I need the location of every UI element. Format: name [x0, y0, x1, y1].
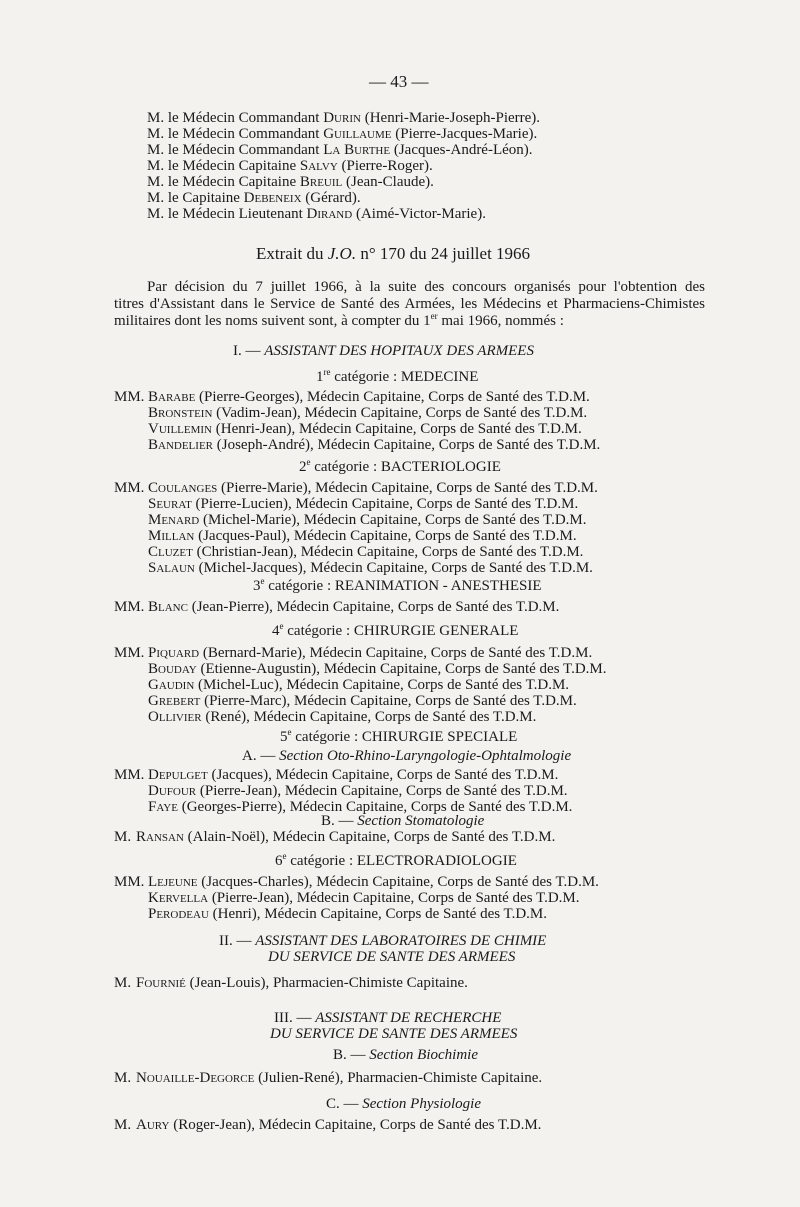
mm-label: MM.	[114, 599, 145, 615]
m-label: M.	[114, 829, 132, 845]
promotion-line: M. le Médecin Commandant La Burthe (Jacques-André-Léon).	[147, 142, 533, 158]
person-entry: Ransan (Alain-Noël), Médecin Capitaine, Corps de Santé des T.D.M.	[136, 829, 556, 845]
person-entry: Perodeau (Henri), Médecin Capitaine, Corps de Santé des T.D.M.	[148, 906, 548, 922]
person-entry: Lejeune (Jacques-Charles), Médecin Capitaine, Corps de Santé des T.D.M.	[148, 874, 599, 890]
m-label: M.	[114, 975, 132, 991]
person-entry: Faye (Georges-Pierre), Médecin Capitaine, Corps de Santé des T.D.M.	[148, 799, 573, 815]
page-number: — 43 —	[369, 72, 429, 91]
person-entry: Fournié (Jean-Louis), Pharmacien-Chimiste Capitaine.	[136, 975, 468, 991]
person-entry: Blanc (Jean-Pierre), Médecin Capitaine, Corps de Santé des T.D.M.	[148, 599, 560, 615]
section-heading: II. — ASSISTANT DES LABORATOIRES DE CHIMIE	[219, 933, 547, 949]
person-entry: Millan (Jacques-Paul), Médecin Capitaine, Corps de Santé des T.D.M.	[148, 528, 577, 544]
section-heading: I. — ASSISTANT DES HOPITAUX DES ARMEES	[233, 343, 534, 359]
m-label: M.	[114, 1117, 132, 1133]
section-heading-line-2: DU SERVICE DE SANTE DES ARMEES	[268, 949, 516, 965]
section-heading: III. — ASSISTANT DE RECHERCHE	[274, 1010, 502, 1026]
mm-label: MM.	[114, 874, 145, 890]
person-entry: Bronstein (Vadim-Jean), Médecin Capitaine, Corps de Santé des T.D.M.	[148, 405, 588, 421]
person-entry: Nouaille-Degorce (Julien-René), Pharmacien-Chimiste Capitaine.	[136, 1070, 543, 1086]
category-heading: 3e catégorie : REANIMATION - ANESTHESIE	[253, 576, 542, 594]
promotion-line: M. le Médecin Capitaine Salvy (Pierre-Roger).	[147, 158, 433, 174]
mm-label: MM.	[114, 389, 145, 405]
category-heading: 2e catégorie : BACTERIOLOGIE	[299, 457, 501, 475]
intro-line: militaires dont les noms suivent sont, à compter du 1er mai 1966, nommés :	[114, 311, 564, 329]
person-entry: Salaun (Michel-Jacques), Médecin Capitaine, Corps de Santé des T.D.M.	[148, 560, 593, 576]
mm-label: MM.	[114, 645, 145, 661]
category-heading: 5e catégorie : CHIRURGIE SPECIALE	[280, 727, 518, 745]
m-label: M.	[114, 1070, 132, 1086]
person-entry: Coulanges (Pierre-Marie), Médecin Capitaine, Corps de Santé des T.D.M.	[148, 480, 598, 496]
person-entry: Barabe (Pierre-Georges), Médecin Capitaine, Corps de Santé des T.D.M.	[148, 389, 590, 405]
promotion-line: M. le Médecin Capitaine Breuil (Jean-Claude).	[147, 174, 434, 190]
subsection-heading: B. — Section Stomatologie	[321, 813, 485, 829]
person-entry: Vuillemin (Henri-Jean), Médecin Capitaine, Corps de Santé des T.D.M.	[148, 421, 582, 437]
mm-label: MM.	[114, 480, 145, 496]
extract-title: Extrait du J.O. n° 170 du 24 juillet 1966	[256, 244, 531, 263]
category-heading: 1re catégorie : MEDECINE	[316, 367, 479, 385]
category-heading: 6e catégorie : ELECTRORADIOLOGIE	[275, 851, 517, 869]
subsection-heading: A. — Section Oto-Rhino-Laryngologie-Ophtalmologie	[242, 748, 572, 764]
person-entry: Seurat (Pierre-Lucien), Médecin Capitaine, Corps de Santé des T.D.M.	[148, 496, 579, 512]
person-entry: Gaudin (Michel-Luc), Médecin Capitaine, Corps de Santé des T.D.M.	[148, 677, 570, 693]
person-entry: Kervella (Pierre-Jean), Médecin Capitaine, Corps de Santé des T.D.M.	[148, 890, 580, 906]
person-entry: Aury (Roger-Jean), Médecin Capitaine, Corps de Santé des T.D.M.	[136, 1117, 542, 1133]
person-entry: Dufour (Pierre-Jean), Médecin Capitaine, Corps de Santé des T.D.M.	[148, 783, 568, 799]
person-entry: Cluzet (Christian-Jean), Médecin Capitaine, Corps de Santé des T.D.M.	[148, 544, 584, 560]
person-entry: Menard (Michel-Marie), Médecin Capitaine, Corps de Santé des T.D.M.	[148, 512, 587, 528]
person-entry: Piquard (Bernard-Marie), Médecin Capitaine, Corps de Santé des T.D.M.	[148, 645, 593, 661]
promotion-line: M. le Capitaine Debeneix (Gérard).	[147, 190, 361, 206]
subsection-heading: C. — Section Physiologie	[326, 1096, 481, 1112]
person-entry: Ollivier (René), Médecin Capitaine, Corps de Santé des T.D.M.	[148, 709, 537, 725]
category-heading: 4e catégorie : CHIRURGIE GENERALE	[272, 621, 519, 639]
promotion-line: M. le Médecin Lieutenant Dirand (Aimé-Victor-Marie).	[147, 206, 486, 222]
person-entry: Grebert (Pierre-Marc), Médecin Capitaine, Corps de Santé des T.D.M.	[148, 693, 577, 709]
promotion-line: M. le Médecin Commandant Durin (Henri-Marie-Joseph-Pierre).	[147, 110, 541, 126]
person-entry: Bouday (Etienne-Augustin), Médecin Capitaine, Corps de Santé des T.D.M.	[148, 661, 607, 677]
mm-label: MM.	[114, 767, 145, 783]
person-entry: Depulget (Jacques), Médecin Capitaine, Corps de Santé des T.D.M.	[148, 767, 559, 783]
promotion-line: M. le Médecin Commandant Guillaume (Pierre-Jacques-Marie).	[147, 126, 538, 142]
person-entry: Bandelier (Joseph-André), Médecin Capitaine, Corps de Santé des T.D.M.	[148, 437, 601, 453]
section-heading-line-2: DU SERVICE DE SANTE DES ARMEES	[270, 1026, 518, 1042]
intro-line: Par décision du 7 juillet 1966, à la suite des concours organisés pour l'obtention des	[147, 279, 705, 295]
intro-line: titres d'Assistant dans le Service de Santé des Armées, les Médecins et Pharmaciens-Chimistes	[114, 296, 705, 312]
subsection-heading: B. — Section Biochimie	[333, 1047, 478, 1063]
